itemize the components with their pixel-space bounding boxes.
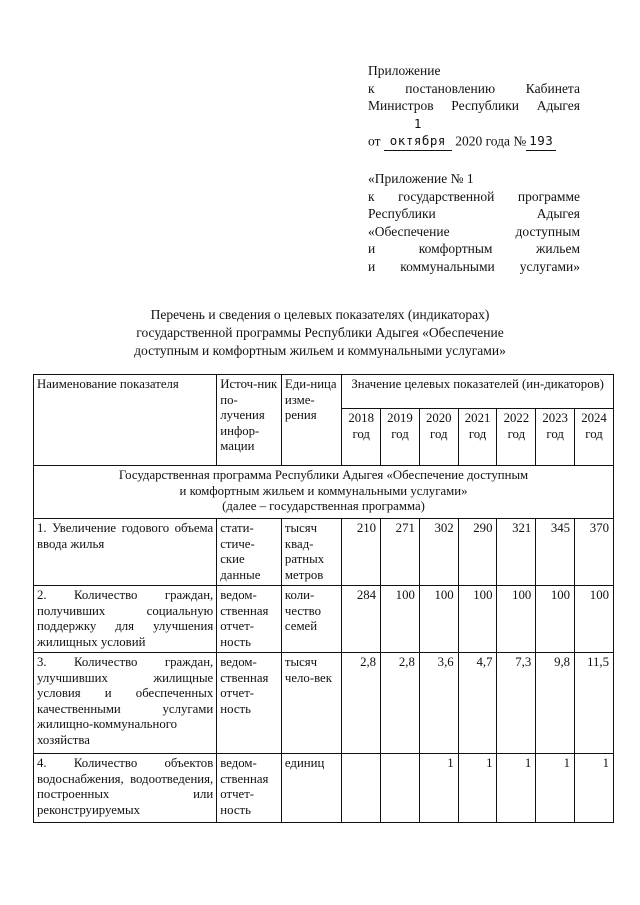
document-title xyxy=(60,306,580,360)
row-3-2023: 9,8 xyxy=(536,653,575,754)
row-4-unit: единиц xyxy=(281,754,341,823)
appendix-title: Приложение xyxy=(368,63,441,78)
row-3-2019: 2,8 xyxy=(381,653,420,754)
row-1-2024: 370 xyxy=(575,519,614,586)
row-3-source: ведом-ственная отчет-ность xyxy=(217,653,282,754)
table-header-row xyxy=(34,375,614,409)
row-2-2021: 100 xyxy=(458,586,497,653)
row-2-2022: 100 xyxy=(497,586,536,653)
section-row xyxy=(34,466,614,519)
row-2-2024: 100 xyxy=(575,586,614,653)
row-1-2021: 290 xyxy=(458,519,497,586)
row-1-2023: 345 xyxy=(536,519,575,586)
row-4-2022: 1 xyxy=(497,754,536,823)
appendix-header xyxy=(368,62,580,151)
row-1-2019: 271 xyxy=(381,519,420,586)
row-1-2022: 321 xyxy=(497,519,536,586)
row-3-2024: 11,5 xyxy=(575,653,614,754)
row-4-name: 4. Количество объектов водоснабжения, водоотведения, построенных или реконструируемых xyxy=(34,754,217,823)
row-1-2020: 302 xyxy=(419,519,458,586)
row-4-2021: 1 xyxy=(458,754,497,823)
row-4-2023: 1 xyxy=(536,754,575,823)
row-2-2020: 100 xyxy=(419,586,458,653)
row-1-unit: тысяч квад-ратных метров xyxy=(281,519,341,586)
row-4-2019 xyxy=(381,754,420,823)
year-2018: 2018 год xyxy=(342,409,381,466)
row-3-2022: 7,3 xyxy=(497,653,536,754)
table-row xyxy=(34,653,614,754)
row-1-2018: 210 xyxy=(342,519,381,586)
appendix2-line3: Республики Адыгея xyxy=(368,206,580,221)
appendix-ref-line: к постановлению Кабинета xyxy=(368,80,580,96)
date-year: 2020 года № xyxy=(455,133,527,148)
row-3-name: 3. Количество граждан, улучшивших жилищные условия и обеспеченных качественными услугами жилищно-коммунального хозяйства xyxy=(34,653,217,754)
title-line-2: государственной программы Республики Адыгея «Обеспечение xyxy=(136,325,504,340)
row-2-2023: 100 xyxy=(536,586,575,653)
row-2-2019: 100 xyxy=(381,586,420,653)
year-2022: 2022 год xyxy=(497,409,536,466)
date-prefix: от xyxy=(368,133,381,148)
row-4-2024: 1 xyxy=(575,754,614,823)
header-unit: Еди-ница изме-рения xyxy=(281,375,341,466)
row-4-2018 xyxy=(342,754,381,823)
appendix2-line2: к государственной программе xyxy=(368,188,580,204)
year-2023: 2023 год xyxy=(536,409,575,466)
title-line-1: Перечень и сведения о целевых показателях (индикаторах) xyxy=(150,307,490,322)
handwritten-number: 193 xyxy=(526,132,556,151)
row-1-name: 1. Увеличение годового объема ввода жилья xyxy=(34,519,217,586)
row-1-source: стати-стиче-ские данные xyxy=(217,519,282,586)
title-line-3: доступным и комфортным жильем и коммунальными услугами» xyxy=(134,343,506,358)
appendix2-line6: и коммунальными услугами» xyxy=(368,258,580,274)
handwritten-date: 1 октября xyxy=(384,115,452,151)
table-row xyxy=(34,586,614,653)
year-2020: 2020 год xyxy=(419,409,458,466)
row-3-2018: 2,8 xyxy=(342,653,381,754)
row-2-source: ведом-ственная отчет-ность xyxy=(217,586,282,653)
appendix2-line5: и комфортным жильем xyxy=(368,241,580,256)
header-values: Значение целевых показателей (ин-дикаторов) xyxy=(342,375,614,409)
row-4-2020: 1 xyxy=(419,754,458,823)
row-2-name: 2. Количество граждан, получивших социальную поддержку для улучшения жилищных условий xyxy=(34,586,217,653)
year-2019: 2019 год xyxy=(381,409,420,466)
table-row xyxy=(34,519,614,586)
appendix-original-header xyxy=(368,170,580,275)
row-3-unit: тысяч чело-век xyxy=(281,653,341,754)
section-title: Государственная программа Республики Адыгея «Обеспечение доступным и комфортным жильем и коммунальными услугами» (далее – государственная программа) xyxy=(34,466,614,519)
row-3-2020: 3,6 xyxy=(419,653,458,754)
row-3-2021: 4,7 xyxy=(458,653,497,754)
header-name: Наименование показателя xyxy=(34,375,217,466)
row-4-source: ведом-ственная отчет-ность xyxy=(217,754,282,823)
indicators-table xyxy=(33,374,614,823)
table-row xyxy=(34,754,614,823)
appendix-date-line xyxy=(368,115,580,151)
appendix-ministry-line: Министров Республики Адыгея xyxy=(368,98,580,113)
row-2-unit: коли-чество семей xyxy=(281,586,341,653)
header-source: Источ-ник по-лучения инфор-мации xyxy=(217,375,282,466)
year-2024: 2024 год xyxy=(575,409,614,466)
appendix2-title: «Приложение № 1 xyxy=(368,171,474,186)
year-2021: 2021 год xyxy=(458,409,497,466)
appendix2-line4: «Обеспечение доступным xyxy=(368,223,580,239)
row-2-2018: 284 xyxy=(342,586,381,653)
